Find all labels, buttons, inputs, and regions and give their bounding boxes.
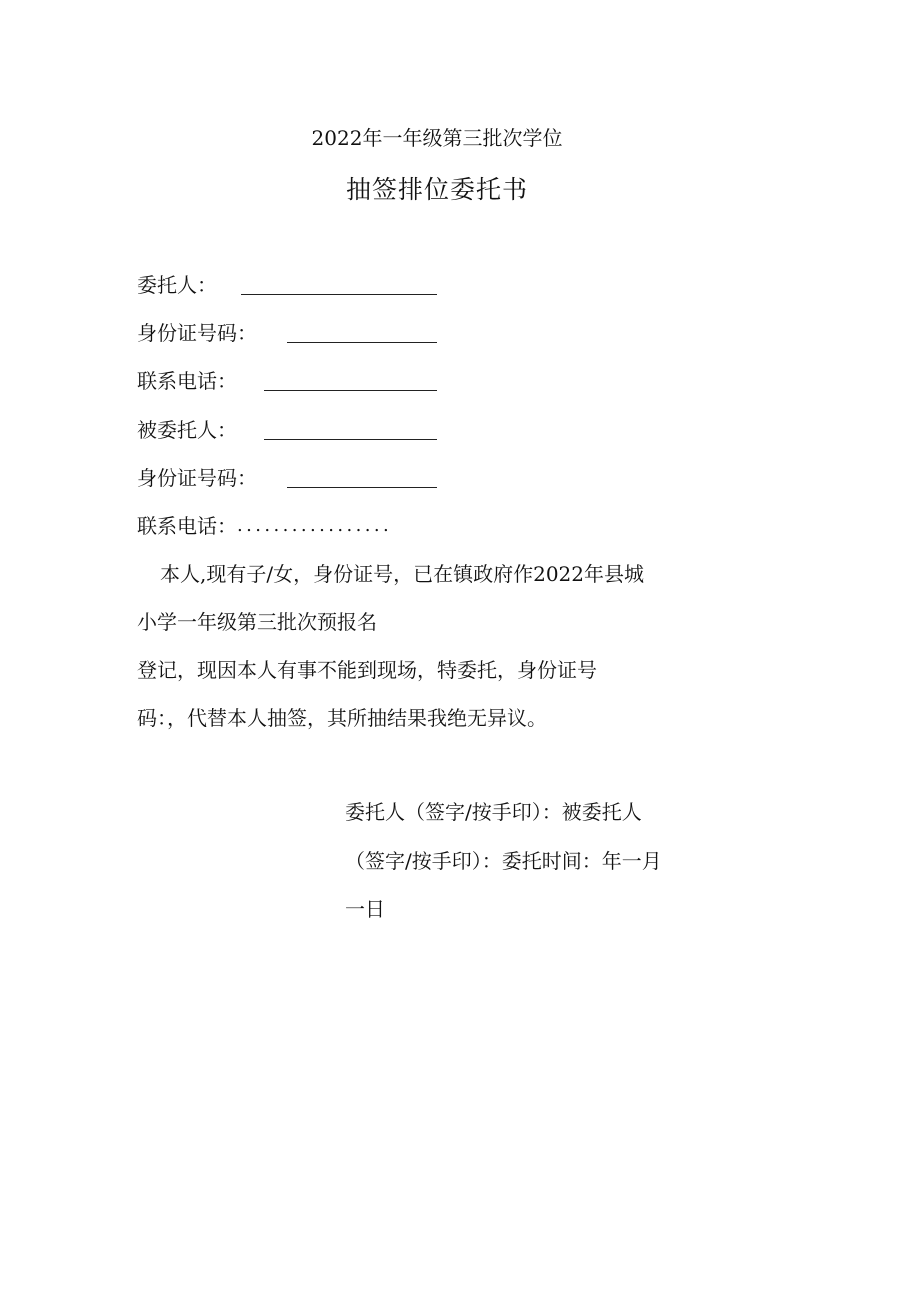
body-paragraph-line-1: 本人,现有子/女，身份证号，已在镇政府作2022年县城 [160,562,644,586]
agent-id-blank [287,487,437,488]
principal-phone-field [137,366,237,396]
principal-id-blank [287,342,437,343]
principal-name-blank [241,294,437,295]
principal-name-label: 委托人： [137,273,217,297]
principal-id-label: 身份证号码： [137,321,257,345]
document-title-line-2: 抽签排位委托书 [345,175,528,204]
body-paragraph-line-2: 小学一年级第三批次预报名 [137,610,377,634]
principal-phone-label: 联系电话： [137,369,237,393]
principal-name-field [137,270,217,300]
agent-name-blank [264,439,437,440]
body-paragraph-line-3: 登记，现因本人有事不能到现场，特委托，身份证号 [137,658,597,682]
agent-phone-field [137,511,392,541]
principal-phone-blank [264,390,437,391]
signature-line-2: （签字/按手印）：委托时间：年一月 [345,849,662,873]
signature-line-3: 一日 [345,897,385,921]
agent-name-label: 被委托人： [137,418,237,442]
signature-line-1: 委托人（签字/按手印）：被委托人 [345,800,642,824]
document-title-line-1: 2022年一年级第三批次学位 [311,126,563,150]
principal-id-field [137,318,257,348]
body-paragraph-line-4: 码：，代替本人抽签，其所抽结果我绝无异议。 [137,706,547,730]
agent-phone-label: 联系电话： [137,514,237,538]
agent-id-field [137,463,257,493]
agent-phone-dotted-blank: ................. [237,515,393,536]
agent-id-label: 身份证号码： [137,466,257,490]
agent-name-field [137,415,237,445]
